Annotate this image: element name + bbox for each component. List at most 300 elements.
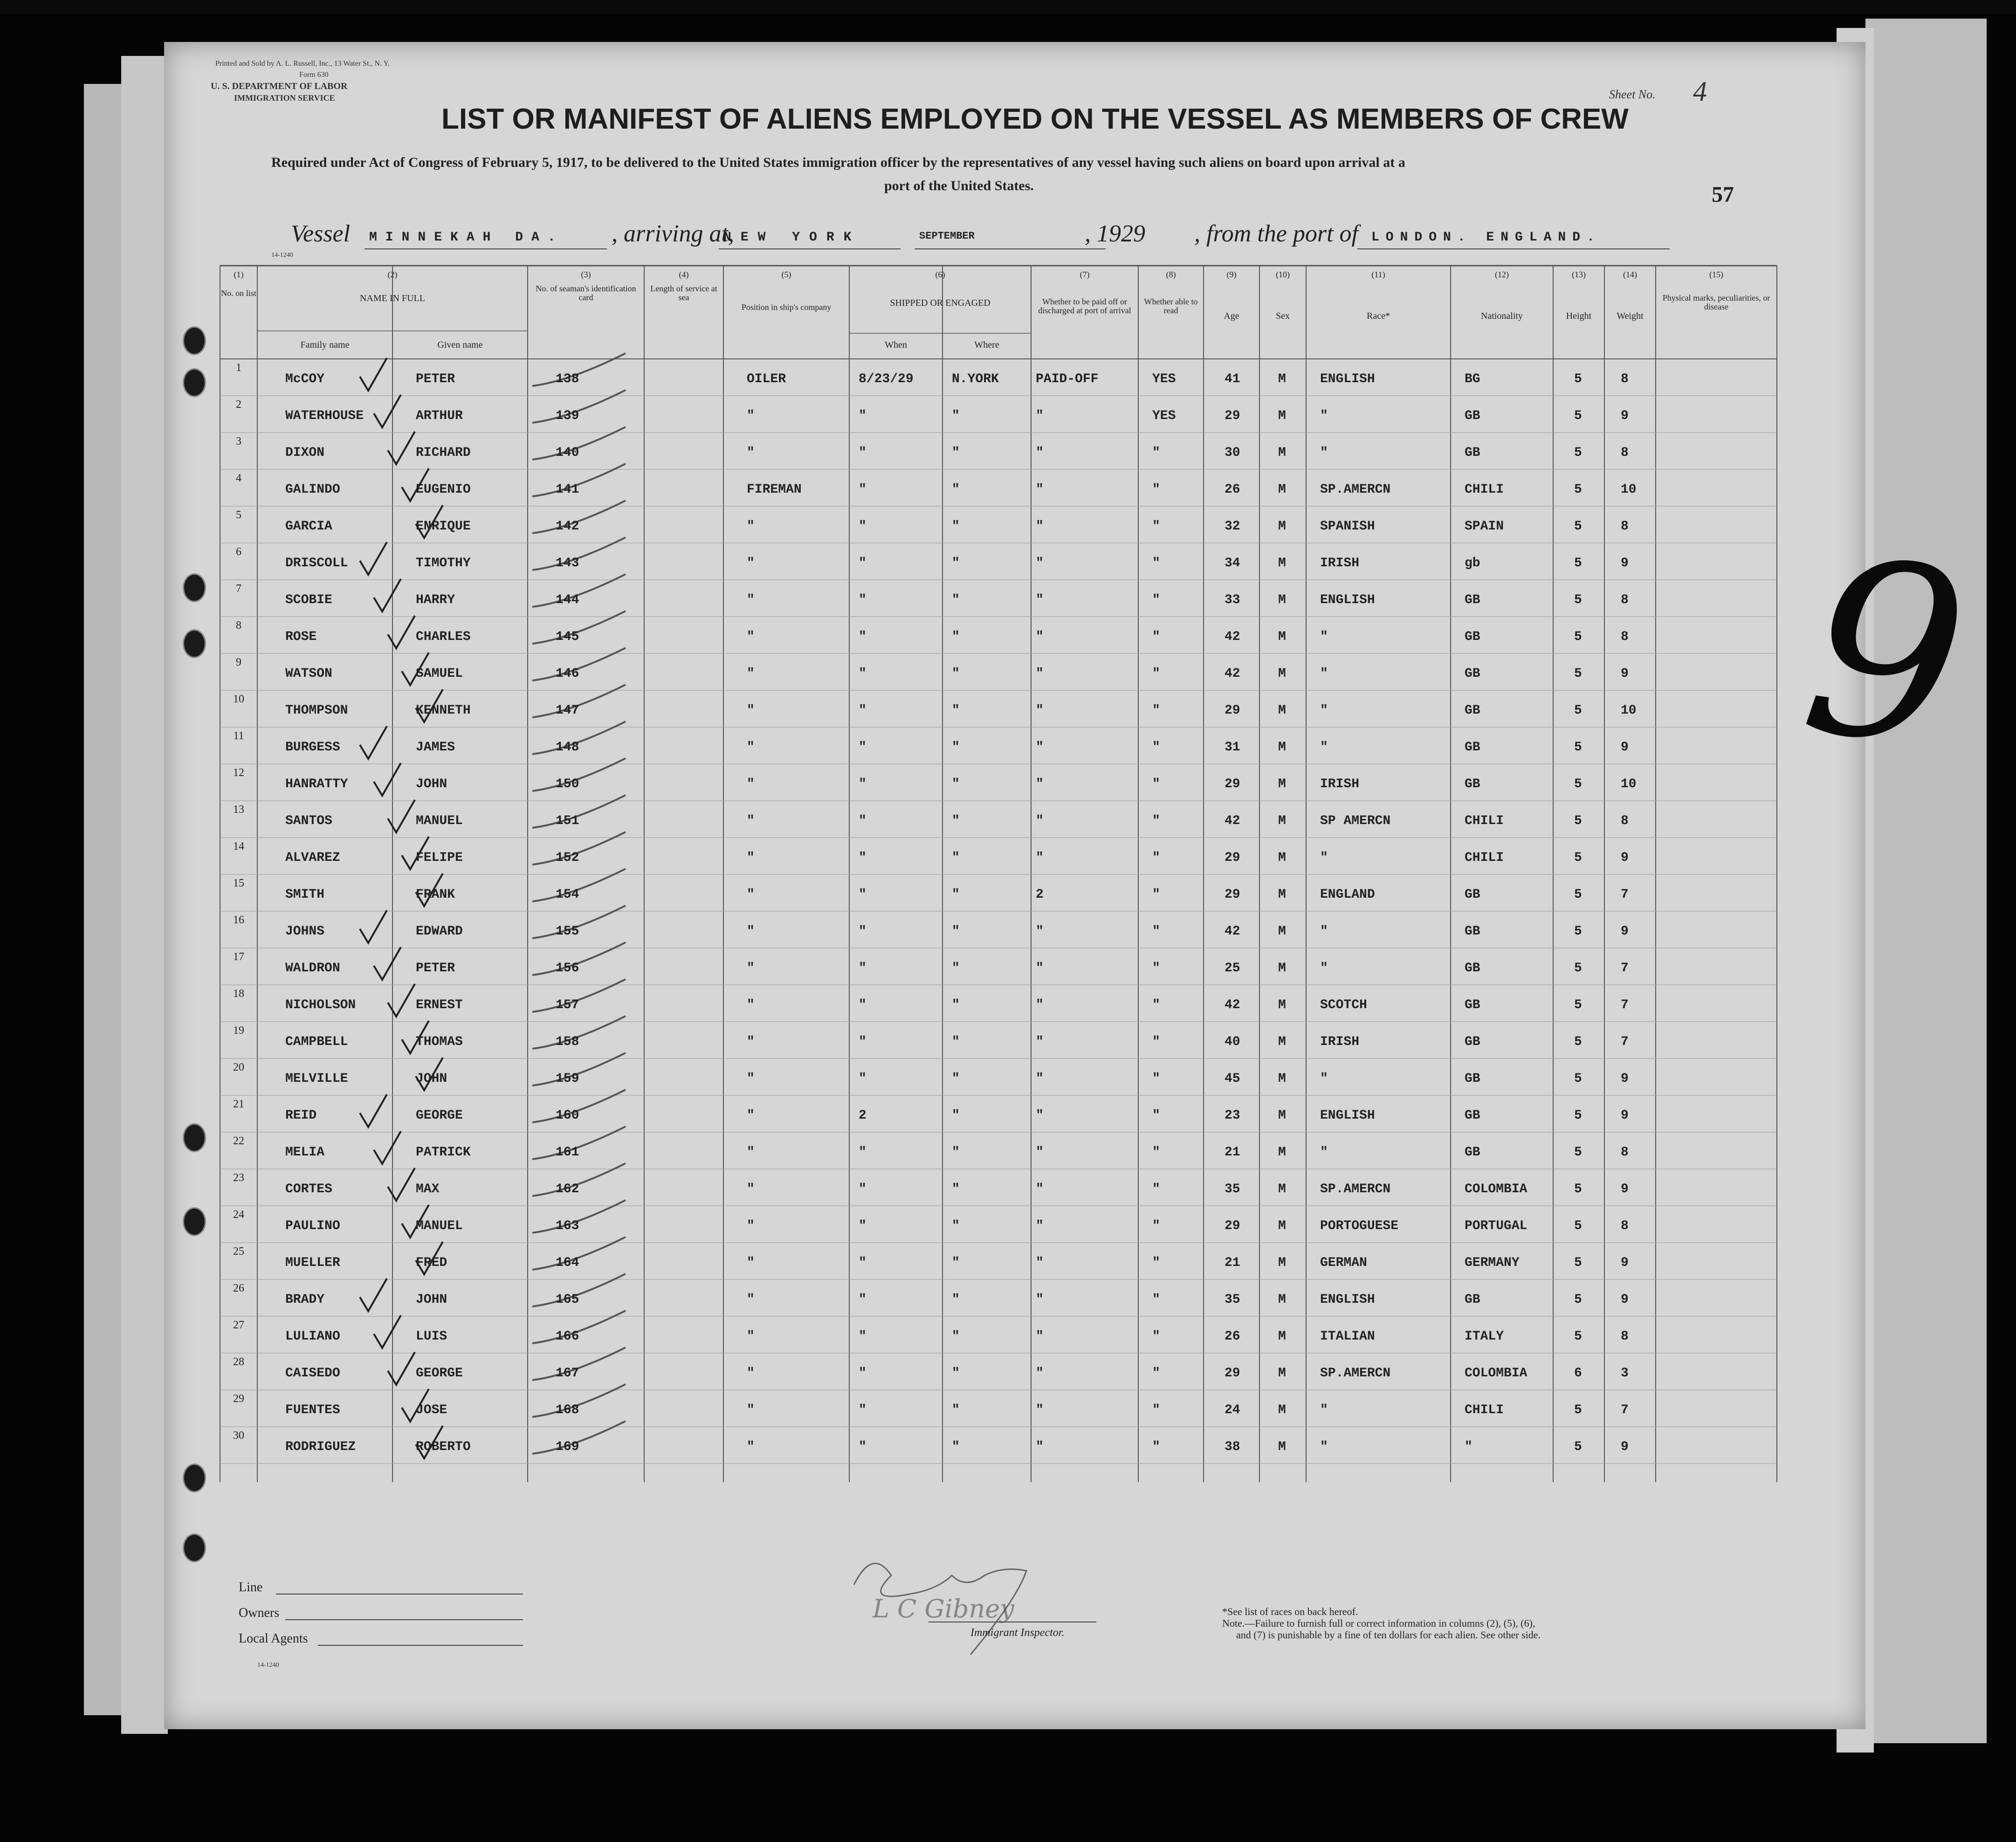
cell-card: 163	[556, 1219, 579, 1233]
cell-age: 35	[1225, 1182, 1240, 1196]
cell-age: 21	[1225, 1256, 1240, 1270]
cell-where: "	[952, 961, 960, 976]
department: U. S. DEPARTMENT OF LABOR	[211, 81, 348, 91]
cell-age: 29	[1225, 851, 1240, 865]
cell-weight: 9	[1621, 1072, 1629, 1086]
cell-age: 45	[1225, 1072, 1240, 1086]
cell-where: "	[952, 1292, 960, 1307]
cell-when: "	[859, 961, 867, 976]
cell-family: DRISCOLL	[285, 556, 348, 570]
cell-height: 5	[1574, 667, 1582, 681]
local-agents-label: Local Agents	[239, 1631, 308, 1646]
cell-race: IRISH	[1320, 556, 1360, 570]
cell-card: 138	[556, 372, 579, 386]
cell-paid: "	[1036, 1440, 1044, 1454]
cell-where: "	[952, 1219, 960, 1233]
cell-nat: GB	[1465, 961, 1480, 976]
cell-race: "	[1320, 851, 1328, 865]
cell-when: 8/23/29	[859, 372, 914, 386]
cell-height: 5	[1574, 924, 1582, 939]
cell-family: MELIA	[285, 1145, 325, 1160]
cell-no: 30	[233, 1430, 244, 1442]
cell-weight: 7	[1621, 961, 1629, 976]
cell-nat: GERMANY	[1465, 1256, 1520, 1270]
cell-age: 42	[1225, 998, 1240, 1012]
col6-header: SHIPPED OR ENGAGED	[890, 298, 991, 308]
cell-family: ROSE	[285, 630, 317, 644]
cell-read: "	[1152, 998, 1160, 1012]
sheet-label: Sheet No.	[1609, 88, 1656, 101]
cell-nat: GB	[1465, 924, 1480, 939]
cell-read: "	[1152, 703, 1160, 718]
cell-nat: "	[1465, 1440, 1472, 1454]
cell-family: MUELLER	[285, 1256, 340, 1270]
cell-sex: M	[1278, 998, 1286, 1012]
cell-when: "	[859, 446, 867, 460]
cell-nat: COLOMBIA	[1465, 1366, 1527, 1381]
cell-where: "	[952, 556, 960, 570]
cell-given: EDWARD	[416, 924, 463, 939]
cell-weight: 9	[1621, 409, 1629, 423]
cell-read: "	[1152, 630, 1160, 644]
cell-family: SANTOS	[285, 814, 332, 828]
owners-label: Owners	[239, 1606, 280, 1620]
cell-height: 5	[1574, 482, 1582, 497]
cell-race: "	[1320, 667, 1328, 681]
cell-no: 22	[233, 1135, 244, 1147]
cell-nat: GB	[1465, 1292, 1480, 1307]
cell-age: 24	[1225, 1403, 1240, 1417]
col14-header: Weight	[1617, 311, 1644, 321]
cell-no: 1	[236, 362, 241, 374]
cell-paid: "	[1036, 1182, 1044, 1196]
cell-sex: M	[1278, 1292, 1286, 1307]
cell-when: "	[859, 1329, 867, 1344]
cell-given: JOHN	[416, 777, 447, 791]
cell-card: 150	[556, 777, 579, 791]
cell-no: 2	[236, 399, 241, 411]
cell-position: "	[747, 1256, 755, 1270]
col3-number: (3)	[581, 270, 591, 279]
cell-read: YES	[1152, 409, 1176, 423]
subtitle-2: port of the United States.	[884, 178, 1034, 193]
cell-race: ENGLISH	[1320, 372, 1375, 386]
cell-where: "	[952, 887, 960, 902]
cell-given: MANUEL	[416, 1219, 463, 1233]
col13-number: (13)	[1572, 270, 1586, 279]
cell-nat: GB	[1465, 1072, 1480, 1086]
cell-age: 29	[1225, 1366, 1240, 1381]
cell-position: "	[747, 1145, 755, 1160]
cell-where: "	[952, 1072, 960, 1086]
cell-height: 5	[1574, 1292, 1582, 1307]
cell-weight: 8	[1621, 593, 1629, 607]
cell-race: "	[1320, 924, 1328, 939]
cell-family: NICHOLSON	[285, 998, 356, 1012]
cell-weight: 3	[1621, 1366, 1629, 1381]
cell-no: 25	[233, 1245, 244, 1258]
cell-when: "	[859, 1366, 867, 1381]
cell-given: TIMOTHY	[416, 556, 471, 570]
cell-weight: 9	[1621, 1256, 1629, 1270]
cell-sex: M	[1278, 482, 1286, 497]
arrival-month: SEPTEMBER	[919, 230, 975, 242]
cell-sex: M	[1278, 740, 1286, 755]
cell-where: "	[952, 409, 960, 423]
cell-nat: gb	[1465, 556, 1480, 570]
col2-header: NAME IN FULL	[360, 293, 425, 303]
service: IMMIGRATION SERVICE	[234, 93, 335, 103]
cell-race: "	[1320, 961, 1328, 976]
cell-position: "	[747, 1108, 755, 1123]
races-note: *See list of races on back hereof.	[1222, 1606, 1358, 1617]
cell-race: PORTOGUESE	[1320, 1219, 1399, 1233]
cell-weight: 9	[1621, 1292, 1629, 1307]
cell-height: 5	[1574, 630, 1582, 644]
subtitle-1: Required under Act of Congress of February 5, 1917, to be delivered to the United States immigration officer by the representatives of any vessel having such aliens on board upon arrival at a	[271, 155, 1405, 170]
cell-weight: 8	[1621, 814, 1629, 828]
cell-height: 5	[1574, 1072, 1582, 1086]
cell-given: SAMUEL	[416, 667, 463, 681]
cell-race: ENGLISH	[1320, 1292, 1375, 1307]
cell-nat: GB	[1465, 446, 1480, 460]
vessel-label: Vessel	[291, 220, 351, 247]
cell-weight: 9	[1621, 1108, 1629, 1123]
cell-paid: "	[1036, 667, 1044, 681]
cell-card: 160	[556, 1108, 579, 1123]
inspector-label: Immigrant Inspector.	[970, 1627, 1065, 1639]
cell-race: ENGLAND	[1320, 887, 1375, 902]
col2a-header: Family name	[300, 340, 350, 350]
cell-given: KENNETH	[416, 703, 471, 718]
cell-where: "	[952, 630, 960, 644]
cell-family: CAISEDO	[285, 1366, 340, 1381]
cell-given: LUIS	[416, 1329, 447, 1344]
col14-number: (14)	[1623, 270, 1637, 279]
cell-read: "	[1152, 961, 1160, 976]
cell-position: "	[747, 961, 755, 976]
cell-read: "	[1152, 1182, 1160, 1196]
cell-position: "	[747, 887, 755, 902]
cell-paid: "	[1036, 1145, 1044, 1160]
cell-nat: GB	[1465, 630, 1480, 644]
cell-family: HANRATTY	[285, 777, 348, 791]
cell-no: 8	[236, 619, 241, 632]
cell-age: 26	[1225, 482, 1240, 497]
cell-given: GEORGE	[416, 1108, 463, 1123]
from-label: , from the port of	[1194, 220, 1358, 247]
cell-position: "	[747, 593, 755, 607]
col11-header: Race*	[1367, 311, 1390, 321]
cell-read: "	[1152, 1256, 1160, 1270]
cell-position: "	[747, 814, 755, 828]
cell-where: "	[952, 851, 960, 865]
cell-where: "	[952, 1108, 960, 1123]
cell-age: 42	[1225, 667, 1240, 681]
cell-age: 38	[1225, 1440, 1240, 1454]
cell-where: "	[952, 667, 960, 681]
col3-header: No. of seaman's identification card	[536, 284, 636, 302]
cell-paid: "	[1036, 1219, 1044, 1233]
cell-given: HARRY	[416, 593, 455, 607]
sheet-number: 4	[1693, 76, 1707, 107]
cell-read: "	[1152, 1108, 1160, 1123]
cell-position: "	[747, 519, 755, 534]
cell-card: 156	[556, 961, 579, 976]
cell-position: "	[747, 740, 755, 755]
cell-when: "	[859, 482, 867, 497]
cell-given: RICHARD	[416, 446, 471, 460]
cell-race: SCOTCH	[1320, 998, 1367, 1012]
col2b-header: Given name	[437, 340, 483, 350]
cell-height: 5	[1574, 1440, 1582, 1454]
cell-when: "	[859, 1035, 867, 1049]
cell-card: 158	[556, 1035, 579, 1049]
from-port: LONDON. ENGLAND.	[1371, 230, 1601, 245]
cell-sex: M	[1278, 1108, 1286, 1123]
col8-header: Whether able to read	[1144, 297, 1198, 315]
cell-when: "	[859, 593, 867, 607]
cell-family: WALDRON	[285, 961, 340, 976]
cell-family: WATERHOUSE	[285, 409, 364, 423]
cell-position: "	[747, 1182, 755, 1196]
cell-when: "	[859, 409, 867, 423]
cell-position: "	[747, 1072, 755, 1086]
cell-given: GEORGE	[416, 1366, 463, 1381]
cell-given: FRANK	[416, 887, 455, 902]
cell-where: "	[952, 740, 960, 755]
cell-position: "	[747, 556, 755, 570]
cell-nat: GB	[1465, 667, 1480, 681]
cell-when: "	[859, 1440, 867, 1454]
cell-given: PATRICK	[416, 1145, 471, 1160]
cell-read: "	[1152, 924, 1160, 939]
manifest-sheet	[164, 42, 1865, 1729]
cell-card: 141	[556, 482, 579, 497]
cell-age: 25	[1225, 961, 1240, 976]
cell-given: FELIPE	[416, 851, 463, 865]
cell-weight: 9	[1621, 740, 1629, 755]
cell-when: "	[859, 1292, 867, 1307]
cell-position: "	[747, 446, 755, 460]
cell-position: OILER	[747, 372, 786, 386]
cell-height: 5	[1574, 409, 1582, 423]
cell-given: MAX	[416, 1182, 440, 1196]
cell-no: 21	[233, 1098, 244, 1110]
cell-when: "	[859, 924, 867, 939]
cell-race: SP.AMERCN	[1320, 482, 1391, 497]
cell-age: 35	[1225, 1292, 1240, 1307]
col11-number: (11)	[1371, 270, 1385, 279]
cell-paid: "	[1036, 961, 1044, 976]
cell-family: CORTES	[285, 1182, 332, 1196]
cell-where: "	[952, 593, 960, 607]
cell-where: "	[952, 814, 960, 828]
cell-nat: COLOMBIA	[1465, 1182, 1527, 1196]
cell-race: "	[1320, 1145, 1328, 1160]
col7-number: (7)	[1080, 270, 1090, 279]
cell-paid: "	[1036, 1035, 1044, 1049]
cell-card: 144	[556, 593, 579, 607]
cell-age: 42	[1225, 814, 1240, 828]
form-number: Form 630	[299, 71, 329, 79]
col9-header: Age	[1224, 311, 1239, 321]
cell-position: "	[747, 777, 755, 791]
cell-nat: CHILI	[1465, 1403, 1504, 1417]
cell-family: BRADY	[285, 1292, 325, 1307]
col8-number: (8)	[1166, 270, 1176, 279]
cell-sex: M	[1278, 1329, 1286, 1344]
cell-nat: GB	[1465, 998, 1480, 1012]
footer-code: 14-1240	[257, 1662, 279, 1669]
cell-sex: M	[1278, 703, 1286, 718]
cell-when: "	[859, 1403, 867, 1417]
cell-paid: "	[1036, 556, 1044, 570]
cell-age: 29	[1225, 703, 1240, 718]
cell-when: "	[859, 1219, 867, 1233]
cell-race: "	[1320, 703, 1328, 718]
cell-read: "	[1152, 667, 1160, 681]
cell-card: 145	[556, 630, 579, 644]
cell-race: SP.AMERCN	[1320, 1366, 1391, 1381]
cell-given: PETER	[416, 961, 455, 976]
cell-where: "	[952, 1403, 960, 1417]
cell-race: ITALIAN	[1320, 1329, 1375, 1344]
cell-read: "	[1152, 1366, 1160, 1381]
cell-no: 23	[233, 1172, 244, 1184]
cell-race: IRISH	[1320, 777, 1360, 791]
cell-paid: "	[1036, 1108, 1044, 1123]
cell-age: 23	[1225, 1108, 1240, 1123]
cell-height: 5	[1574, 703, 1582, 718]
cell-height: 5	[1574, 961, 1582, 976]
cell-age: 34	[1225, 556, 1240, 570]
cell-card: 148	[556, 740, 579, 755]
cell-where: "	[952, 1366, 960, 1381]
cell-race: GERMAN	[1320, 1256, 1367, 1270]
cell-position: "	[747, 409, 755, 423]
cell-card: 146	[556, 667, 579, 681]
cell-height: 5	[1574, 740, 1582, 755]
cell-given: JAMES	[416, 740, 455, 755]
cell-weight: 8	[1621, 1329, 1629, 1344]
cell-age: 42	[1225, 924, 1240, 939]
vessel-name: MINNEKAH DA.	[369, 230, 564, 245]
cell-weight: 7	[1621, 1403, 1629, 1417]
cell-family: SCOBIE	[285, 593, 332, 607]
col12-number: (12)	[1495, 270, 1509, 279]
cell-read: "	[1152, 593, 1160, 607]
cell-sex: M	[1278, 446, 1286, 460]
cell-no: 14	[233, 840, 244, 852]
cell-read: "	[1152, 446, 1160, 460]
cell-paid: "	[1036, 1403, 1044, 1417]
cell-weight: 9	[1621, 851, 1629, 865]
cell-weight: 7	[1621, 887, 1629, 902]
cell-height: 5	[1574, 1035, 1582, 1049]
page-title: LIST OR MANIFEST OF ALIENS EMPLOYED ON THE VESSEL AS MEMBERS OF CREW	[441, 103, 1629, 135]
cell-position: FIREMAN	[747, 482, 802, 497]
cell-weight: 10	[1621, 777, 1637, 791]
cell-where: N.YORK	[952, 372, 999, 386]
cell-family: RODRIGUEZ	[285, 1440, 356, 1454]
cell-position: "	[747, 630, 755, 644]
cell-sex: M	[1278, 519, 1286, 534]
cell-height: 5	[1574, 1403, 1582, 1417]
cell-height: 5	[1574, 998, 1582, 1012]
cell-given: JOSE	[416, 1403, 447, 1417]
cell-sex: M	[1278, 924, 1286, 939]
cell-where: "	[952, 703, 960, 718]
cell-sex: M	[1278, 1072, 1286, 1086]
cell-given: THOMAS	[416, 1035, 463, 1049]
cell-age: 31	[1225, 740, 1240, 755]
col12-header: Nationality	[1481, 311, 1523, 321]
cell-read: "	[1152, 1145, 1160, 1160]
margin-mark: 9	[1789, 503, 1982, 805]
cell-paid: "	[1036, 1256, 1044, 1270]
cell-nat: CHILI	[1465, 814, 1504, 828]
footer-lines	[164, 42, 1865, 1729]
col5-header: Position in ship's company	[741, 302, 832, 312]
cell-nat: GB	[1465, 703, 1480, 718]
cell-read: "	[1152, 887, 1160, 902]
cell-weight: 7	[1621, 1035, 1629, 1049]
cell-age: 40	[1225, 1035, 1240, 1049]
cell-paid: "	[1036, 1366, 1044, 1381]
cell-nat: GB	[1465, 1108, 1480, 1123]
cell-when: "	[859, 740, 867, 755]
cell-weight: 9	[1621, 1182, 1629, 1196]
cell-where: "	[952, 1035, 960, 1049]
cell-race: "	[1320, 740, 1328, 755]
arriving-label: , arriving at,	[612, 220, 734, 247]
cell-no: 7	[236, 583, 241, 595]
cell-age: 21	[1225, 1145, 1240, 1160]
cell-sex: M	[1278, 556, 1286, 570]
cell-sex: M	[1278, 1403, 1286, 1417]
cell-read: "	[1152, 1440, 1160, 1454]
cell-nat: GB	[1465, 887, 1480, 902]
cell-read: "	[1152, 1219, 1160, 1233]
cell-height: 5	[1574, 1108, 1582, 1123]
col4-number: (4)	[679, 270, 689, 279]
cell-read: "	[1152, 1072, 1160, 1086]
cell-paid: "	[1036, 482, 1044, 497]
cell-paid: "	[1036, 924, 1044, 939]
cell-given: ARTHUR	[416, 409, 463, 423]
cell-sex: M	[1278, 1366, 1286, 1381]
cell-height: 6	[1574, 1366, 1582, 1381]
note-line-2: and (7) is punishable by a fine of ten dollars for each alien. See other side.	[1236, 1629, 1541, 1641]
cell-when: "	[859, 1072, 867, 1086]
cell-no: 20	[233, 1061, 244, 1073]
cell-paid: "	[1036, 740, 1044, 755]
cell-where: "	[952, 1182, 960, 1196]
arrival-port: NEW YORK	[723, 230, 861, 245]
cell-where: "	[952, 1440, 960, 1454]
cell-race: SP AMERCN	[1320, 814, 1391, 828]
small-code: 14-1240	[271, 252, 293, 259]
cell-no: 19	[233, 1024, 244, 1037]
cell-paid: "	[1036, 1072, 1044, 1086]
cell-when: "	[859, 519, 867, 534]
col6b-header: Where	[974, 340, 999, 350]
arrival-year: , 1929	[1085, 220, 1145, 247]
cell-race: ENGLISH	[1320, 593, 1375, 607]
cell-weight: 8	[1621, 519, 1629, 534]
cell-paid: 2	[1036, 887, 1044, 902]
